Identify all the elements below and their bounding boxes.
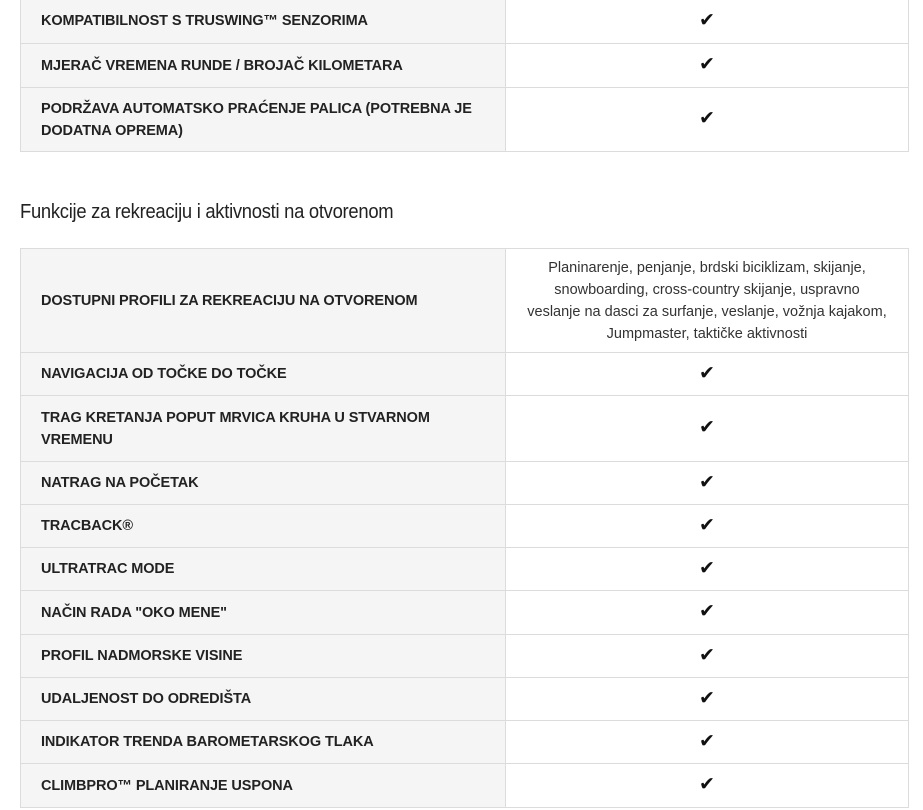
row-label: NAVIGACIJA OD TOČKE DO TOČKE [21, 353, 506, 396]
row-value [506, 353, 909, 396]
table-row [21, 249, 909, 353]
row-label: KOMPATIBILNOST S TRUSWING™ SENZORIMA [21, 0, 506, 44]
table-row [21, 88, 909, 152]
table-row [21, 462, 909, 505]
row-label: NAČIN RADA "OKO MENE" [21, 591, 506, 635]
row-value [506, 678, 909, 721]
row-value [506, 721, 909, 764]
table-row [21, 548, 909, 591]
table-row [21, 591, 909, 635]
row-value [506, 88, 909, 152]
check-icon: ✔ [699, 773, 715, 795]
row-label: UDALJENOST DO ODREDIŠTA [21, 678, 506, 721]
table-row [21, 396, 909, 462]
row-value [506, 44, 909, 88]
check-icon: ✔ [699, 53, 715, 75]
check-icon: ✔ [699, 470, 715, 493]
row-label: NATRAG NA POČETAK [21, 462, 506, 505]
row-value [506, 0, 909, 44]
table-row [21, 44, 909, 88]
check-icon: ✔ [699, 513, 715, 536]
row-value [506, 249, 909, 353]
row-value [506, 591, 909, 635]
table-row [21, 353, 909, 396]
profiles-list-text: Planinarenje, penjanje, brdski biciklizam, skijanje, snowboarding, cross-country skijanje, uspravno veslanje na dasci za surfanje, veslanje, vožnja kajakom, Jumpmaster, taktičke aktivnosti [527, 259, 887, 342]
row-label: PROFIL NADMORSKE VISINE [21, 635, 506, 678]
row-label: TRAG KRETANJA POPUT MRVICA KRUHA U STVARNOM VREMENU [21, 396, 506, 462]
row-value [506, 505, 909, 548]
row-label: PODRŽAVA AUTOMATSKO PRAĆENJE PALICA (POTREBNA JE DODATNA OPREMA) [21, 88, 506, 152]
table-row [21, 635, 909, 678]
row-value [506, 548, 909, 591]
check-icon: ✔ [699, 686, 715, 709]
row-value [506, 462, 909, 505]
check-icon: ✔ [699, 107, 715, 129]
check-icon: ✔ [699, 8, 715, 31]
row-label: INDIKATOR TRENDA BAROMETARSKOG TLAKA [21, 721, 506, 764]
row-value [506, 635, 909, 678]
table-row [21, 0, 909, 44]
check-icon: ✔ [699, 556, 715, 579]
outdoor-features-table [20, 248, 909, 808]
table-row [21, 721, 909, 764]
check-icon: ✔ [699, 729, 715, 752]
table-row [21, 764, 909, 808]
check-icon: ✔ [699, 361, 715, 384]
row-label: TRACBACK® [21, 505, 506, 548]
row-label: ULTRATRAC MODE [21, 548, 506, 591]
row-value [506, 764, 909, 808]
section-title: Funkcije za rekreaciju i aktivnosti na otvorenom [20, 201, 394, 223]
row-label: DOSTUPNI PROFILI ZA REKREACIJU NA OTVORENOM [21, 249, 506, 353]
check-icon: ✔ [699, 600, 715, 622]
table-row [21, 678, 909, 721]
compatibility-spec-table [20, 0, 909, 152]
check-icon: ✔ [699, 643, 715, 666]
row-label: CLIMBPRO™ PLANIRANJE USPONA [21, 764, 506, 808]
row-label: MJERAČ VREMENA RUNDE / BROJAČ KILOMETARA [21, 44, 506, 88]
check-icon: ✔ [699, 416, 715, 438]
table-row [21, 505, 909, 548]
row-value [506, 396, 909, 462]
